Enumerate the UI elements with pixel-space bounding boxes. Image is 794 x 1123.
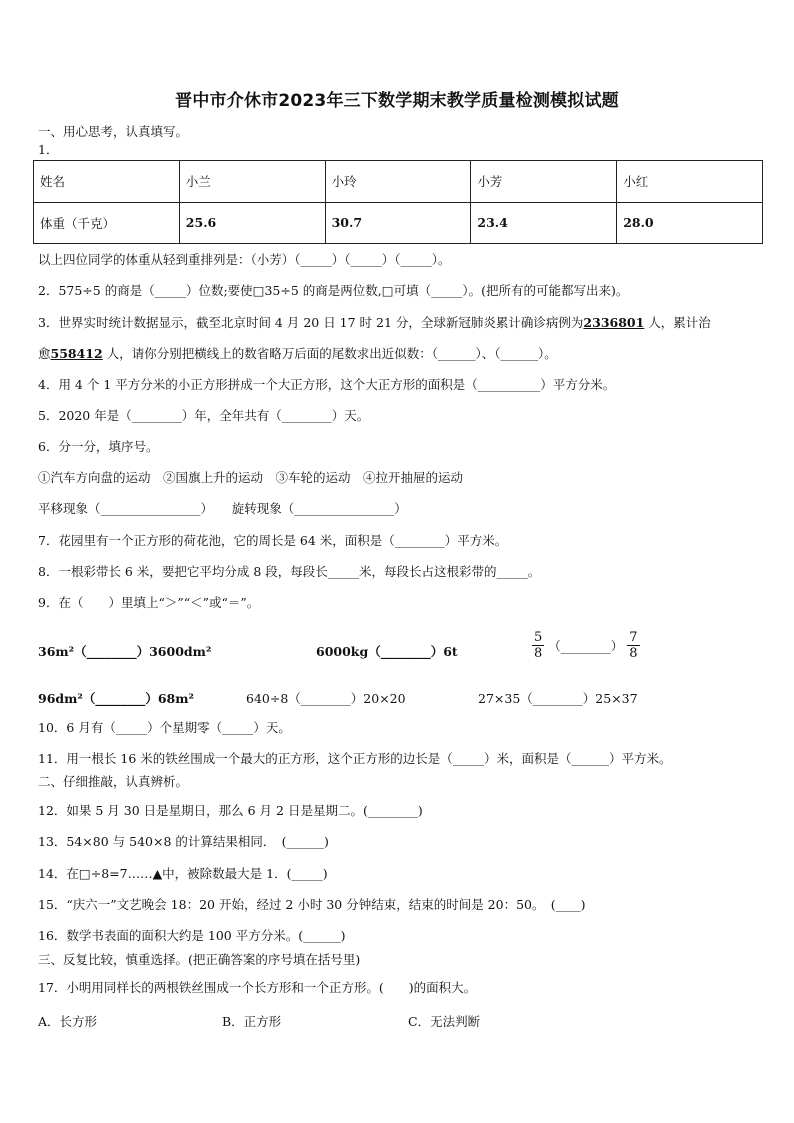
table-cell: 小红 xyxy=(617,161,763,203)
q9-compare-2: 6000kg（________）6t xyxy=(316,644,458,659)
q17-option-a: A．长方形 xyxy=(38,1014,98,1029)
table-row xyxy=(34,202,763,244)
table-cell: 28.0 xyxy=(617,202,763,244)
fraction-seven-eighths xyxy=(627,630,639,661)
table-cell: 小芳 xyxy=(471,161,617,203)
q17-option-c: C．无法判断 xyxy=(408,1014,481,1029)
q6-text: 6．分一分，填序号。 xyxy=(38,439,159,454)
q9-text: 9．在（ ）里填上“＞”“＜”或“＝”。 xyxy=(38,595,260,610)
table-cell: 25.6 xyxy=(179,202,325,244)
q9-compare-6: 27×35（________）25×37 xyxy=(478,691,638,706)
q3-number-2: 558412 xyxy=(50,346,103,361)
q7-text: 7．花园里有一个正方形的荷花池，它的周长是 64 米，面积是（________）平方米。 xyxy=(38,533,508,548)
table-cell: 姓名 xyxy=(34,161,180,203)
q2-text: 2．575÷5 的商是（_____）位数;要使□35÷5 的商是两位数,□可填（_____）。(把所有的可能都写出来)。 xyxy=(38,283,629,298)
section-3-heading: 三、反复比较，慎重选择。(把正确答案的序号填在括号里) xyxy=(38,952,361,967)
fraction-denominator: 8 xyxy=(534,646,543,661)
q9-compare-5: 640÷8（________）20×20 xyxy=(246,691,406,706)
table-cell: 30.7 xyxy=(325,202,471,244)
table-cell: 小兰 xyxy=(179,161,325,203)
q16-text: 16．数学书表面的面积大约是 100 平方分米。(______) xyxy=(38,928,346,943)
fraction-numerator: 5 xyxy=(534,630,543,645)
weight-table xyxy=(33,160,763,244)
q12-text: 12．如果 5 月 30 日是星期日，那么 6 月 2 日是星期二。(________) xyxy=(38,803,423,818)
q3-number-1: 2336801 xyxy=(583,315,645,330)
q13-text: 13．54×80 与 540×8 的计算结果相同． (______) xyxy=(38,834,329,849)
table-cell: 23.4 xyxy=(471,202,617,244)
q14-text: 14．在□÷8=7……▲中，被除数最大是 1．(_____) xyxy=(38,866,328,881)
q9-compare-1: 36m²（________）3600dm² xyxy=(38,644,212,659)
q1-text: 以上四位同学的体重从轻到重排列是：（小芳）（_____）（_____）（_____）。 xyxy=(38,252,451,267)
q3-post-2: 人，请你分别把横线上的数省略万后面的尾数求出近似数：（______）、（______）。 xyxy=(106,346,557,361)
q1-number: 1． xyxy=(38,142,59,157)
q3-line-1 xyxy=(38,315,711,331)
q3-pre: 3．世界实时统计数据显示，截至北京时间 4 月 20 日 17 时 21 分，全球新冠肺炎累计确诊病例为 xyxy=(38,315,584,330)
q3-line-2 xyxy=(38,346,557,362)
fraction-numerator: 7 xyxy=(629,630,638,645)
q5-text: 5．2020 年是（________）年，全年共有（________）天。 xyxy=(38,408,370,423)
section-1-heading: 一、用心思考，认真填写。 xyxy=(38,124,189,139)
q17-text: 17．小明用同样长的两根铁丝围成一个长方形和一个正方形。( )的面积大。 xyxy=(38,980,477,995)
table-row xyxy=(34,161,763,203)
q9-compare-3-blank: （________） xyxy=(548,638,624,654)
fraction-five-eighths xyxy=(532,630,544,661)
q6-answers: 平移现象（________________） 旋转现象（________________） xyxy=(38,501,407,516)
table-cell: 体重（千克） xyxy=(34,202,180,244)
page-title: 晋中市介休市2023年三下数学期末教学质量检测模拟试题 xyxy=(175,91,619,111)
q8-text: 8．一根彩带长 6 米，要把它平均分成 8 段，每段长_____米，每段长占这根彩带的_____。 xyxy=(38,564,541,579)
table-cell: 小玲 xyxy=(325,161,471,203)
q15-text: 15．“庆六一”文艺晚会 18：20 开始，经过 2 小时 30 分钟结束，结束的时间是 20：50。 (____) xyxy=(38,897,586,912)
q4-text: 4．用 4 个 1 平方分米的小正方形拼成一个大正方形，这个大正方形的面积是（__________）平方分米。 xyxy=(38,377,616,392)
q9-compare-4: 96dm²（________）68m² xyxy=(38,691,194,706)
q10-text: 10．6 月有（_____）个星期零（_____）天。 xyxy=(38,720,291,735)
section-2-heading: 二、仔细推敲，认真辨析。 xyxy=(38,774,189,789)
q6-options: ①汽车方向盘的运动 ②国旗上升的运动 ③车轮的运动 ④拉开抽屉的运动 xyxy=(38,470,464,485)
q17-option-b: B．正方形 xyxy=(222,1014,282,1029)
q3-post-1: 人，累计治 xyxy=(648,315,711,330)
fraction-denominator: 8 xyxy=(629,646,638,661)
q9-compare-3 xyxy=(532,630,640,661)
q3-pre-2: 愈 xyxy=(38,346,51,361)
q11-text: 11．用一根长 16 米的铁丝围成一个最大的正方形，这个正方形的边长是（_____）米，面积是（______）平方米。 xyxy=(38,751,672,766)
